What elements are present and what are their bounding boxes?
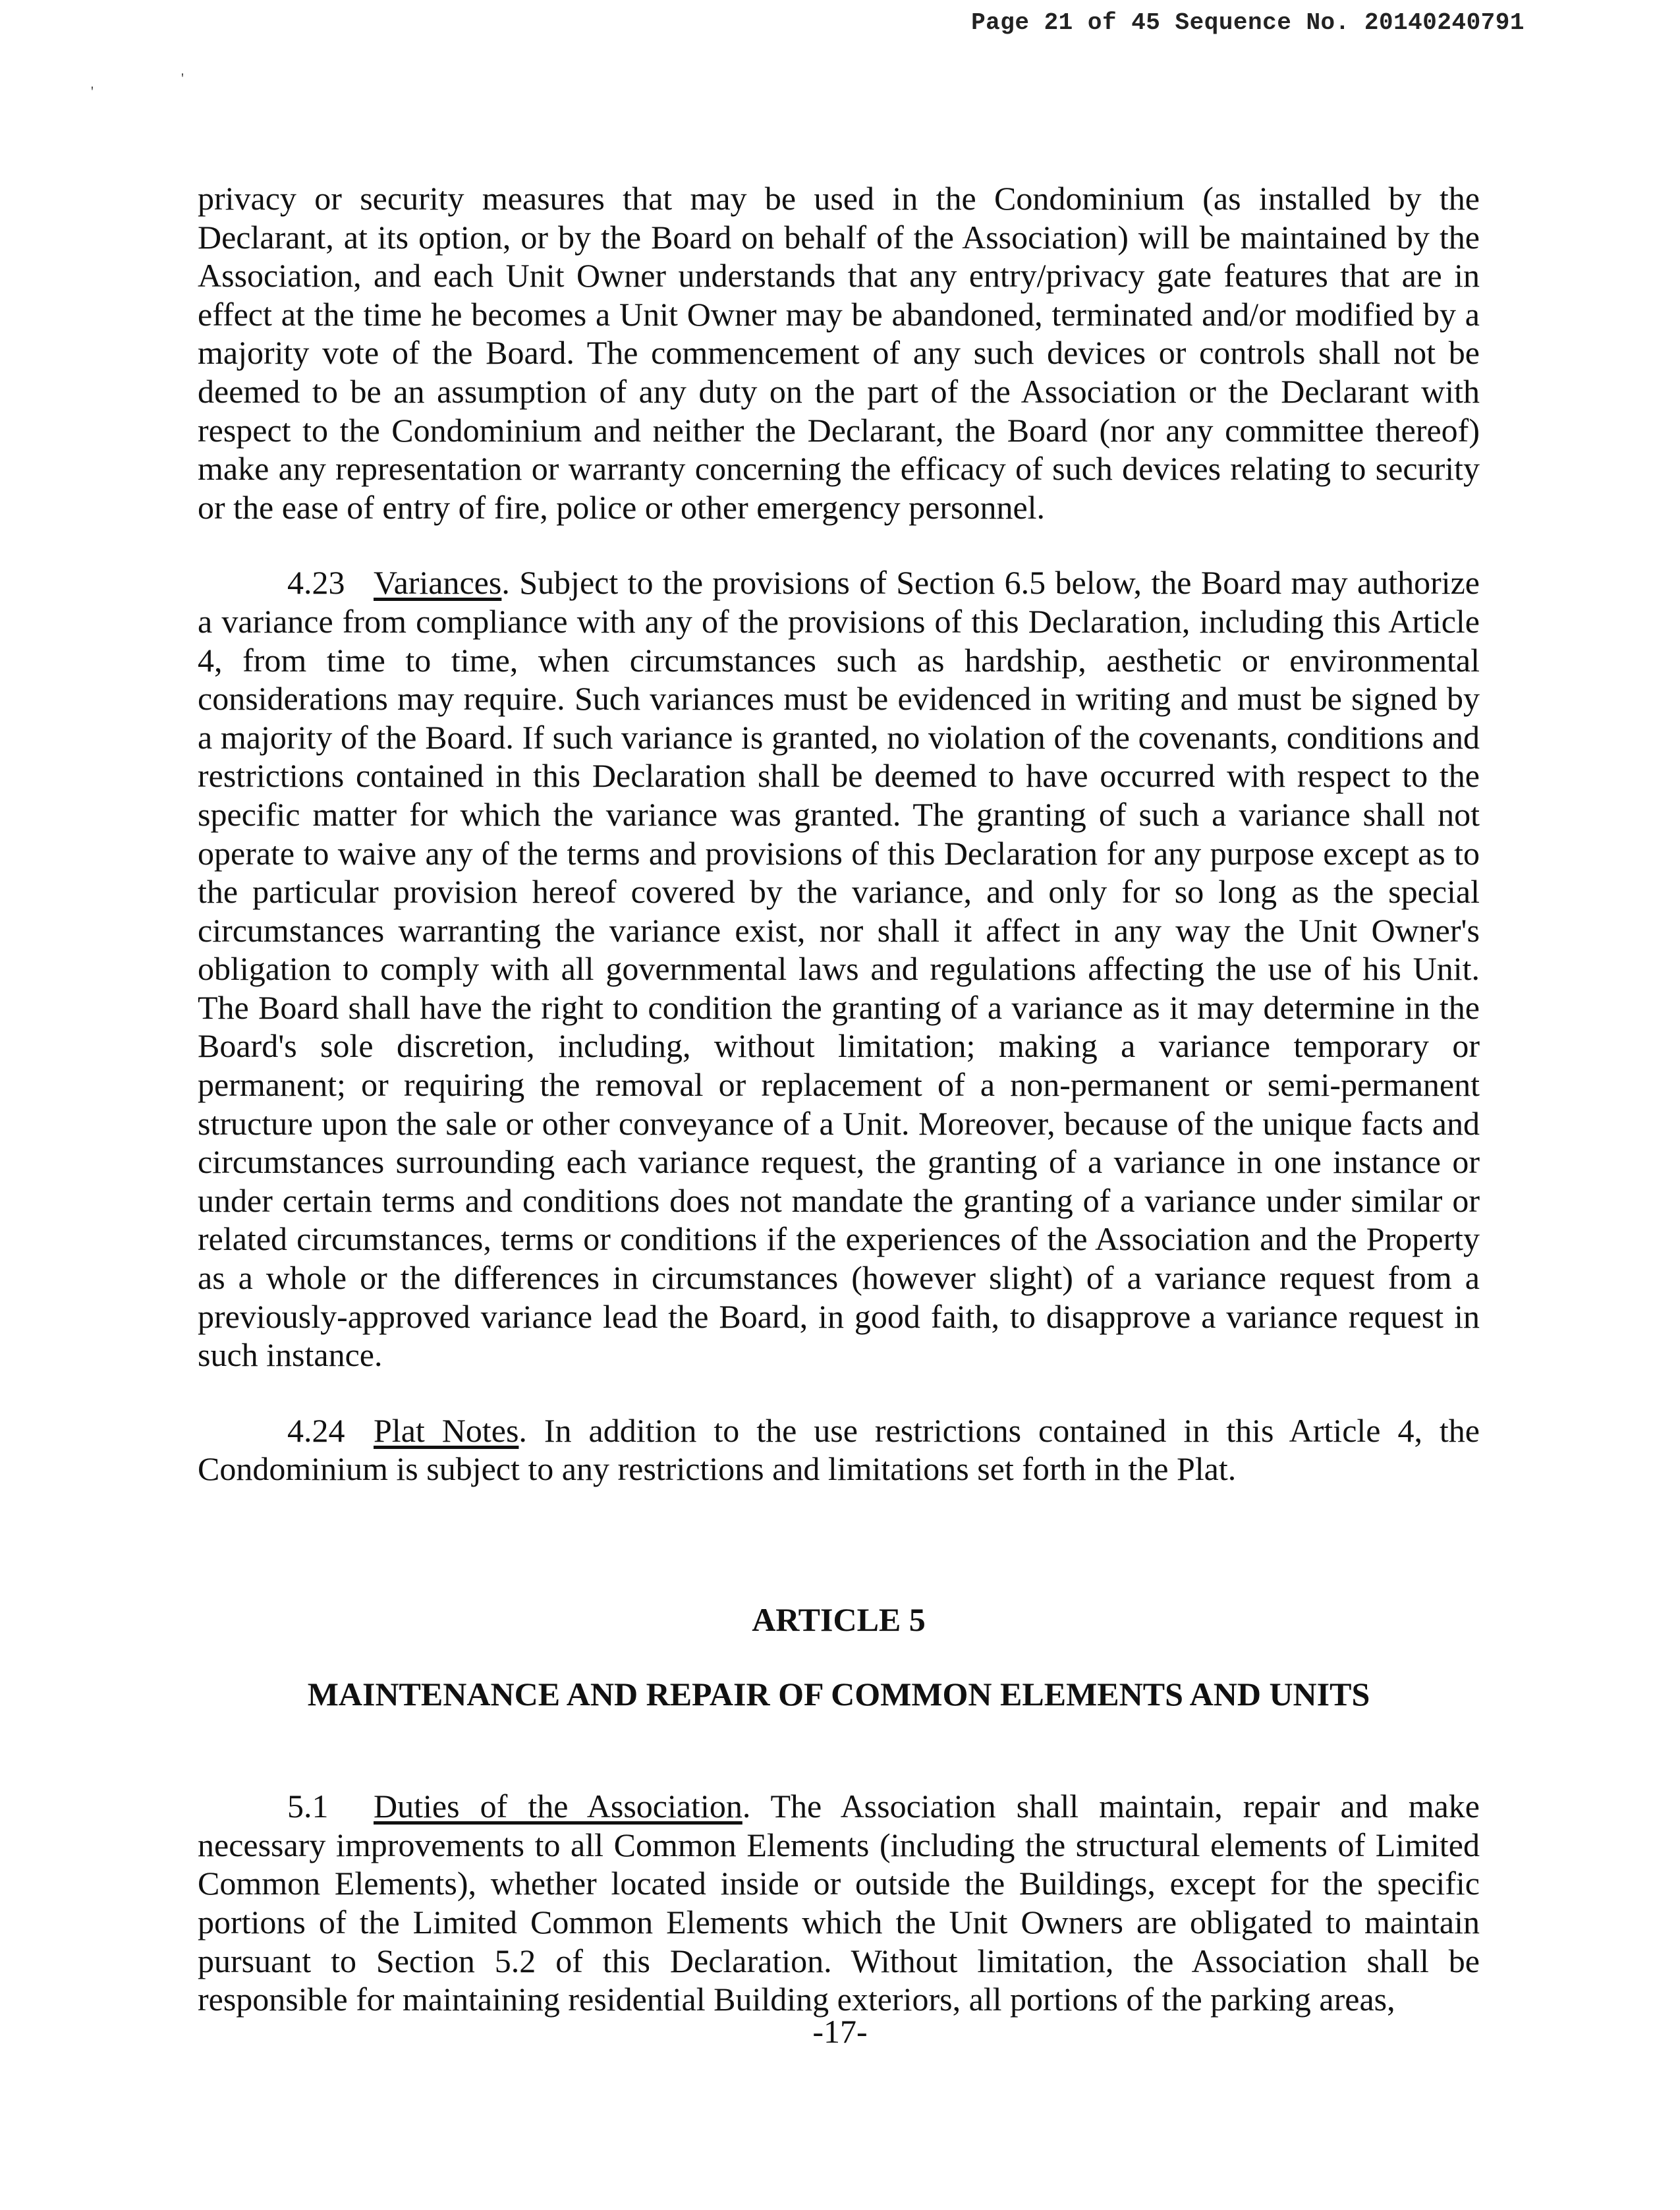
section-title: Variances (374, 564, 502, 602)
section-number: 5.1 (287, 1788, 329, 1825)
section-4-24-paragraph (198, 1411, 1480, 1488)
article-heading: ARTICLE 5 (752, 1601, 926, 1638)
section-body: . Subject to the provisions of Section 6.5 below, the Board may authorize a variance from compliance with any of the provisions of this Declaration, including this Article 4, from time to time, when circumstances such as hardship, aesthetic or environmental considerations may require. Such variances must be evidenced in writing and must be signed by a majority of the Board. If such variance is granted, no violation of the covenants, conditions and restrictions contained in this Declaration shall be deemed to have occurred with respect to the specific matter for which the variance was granted. The granting of such a variance shall not operate to waive any of the terms and provisions of this Declaration for any purpose except as to the particular provision hereof covered by the variance, and only for so long as the special circumstances warranting the variance exist, nor shall it affect in any way the Unit Owner's obligation to comply with all governmental laws and regulations affecting the use of his Unit. The Board shall have the right to condition the granting of a variance as it may determine in the Board's sole discretion, including, without limitation; making a variance temporary or permanent; or requiring the removal or replacement of a non-permanent or semi-permanent structure upon the sale or other conveyance of a Unit. Moreover, because of the unique facts and circumstances surrounding each variance request, the granting of a variance in one instance or under certain terms and conditions does not mandate the granting of a variance under similar or related circumstances, terms or conditions if the experiences of the Association and the Property as a whole or the differences in circumstances (however slight) of a variance request from a previously-approved variance lead the Board, in good faith, to disapprove a variance request in such instance. (198, 564, 1480, 1374)
section-5-1-paragraph (198, 1787, 1480, 2019)
section-body: . The Association shall maintain, repair and make necessary improvements to all Common Elements (including the structural elements of Limited Common Elements), whether located inside or outside the Buildings, except for the specific portions of the Limited Common Elements which the Unit Owners are obligated to maintain pursuant to Section 5.2 of this Declaration. Without limitation, the Association shall be responsible for maintaining residential Building exteriors, all portions of the parking areas, (198, 1788, 1480, 2018)
section-title: Duties of the Association (374, 1788, 742, 1825)
scan-artifact-mark: ' (91, 83, 94, 99)
page-sequence-header: Page 21 of 45 Sequence No. 20140240791 (971, 9, 1525, 36)
continuation-paragraph: privacy or security measures that may be used in the Condominium (as installed by the Declarant, at its option, or by the Board on behalf of the Association) will be maintained by the Association, and each Unit Owner understands that any entry/privacy gate features that are in effect at the time he becomes a Unit Owner may be abandoned, terminated and/or modified by a majority vote of the Board. The commencement of any such devices or controls shall not be deemed to be an assumption of any duty on the part of the Association or the Declarant with respect to the Condominium and neither the Declarant, the Board (nor any committee thereof) make any representation or warranty concerning the efficacy of such devices relating to security or the ease of entry of fire, police or other emergency personnel. (198, 180, 1480, 526)
article-subheading: MAINTENANCE AND REPAIR OF COMMON ELEMENTS AND UNITS (307, 1675, 1370, 1713)
document-body (198, 179, 1480, 2019)
section-4-23-paragraph (198, 563, 1480, 1374)
section-body: . In addition to the use restrictions contained in this Article 4, the Condominium is subject to any restrictions and limitations set forth in the Plat. (198, 1411, 1480, 1488)
section-number: 4.23 (287, 564, 345, 602)
page-number: -17- (812, 2013, 868, 2050)
scan-artifact-mark: ' (181, 70, 184, 86)
section-number: 4.24 (287, 1411, 345, 1449)
section-title: Plat Notes (374, 1411, 519, 1449)
